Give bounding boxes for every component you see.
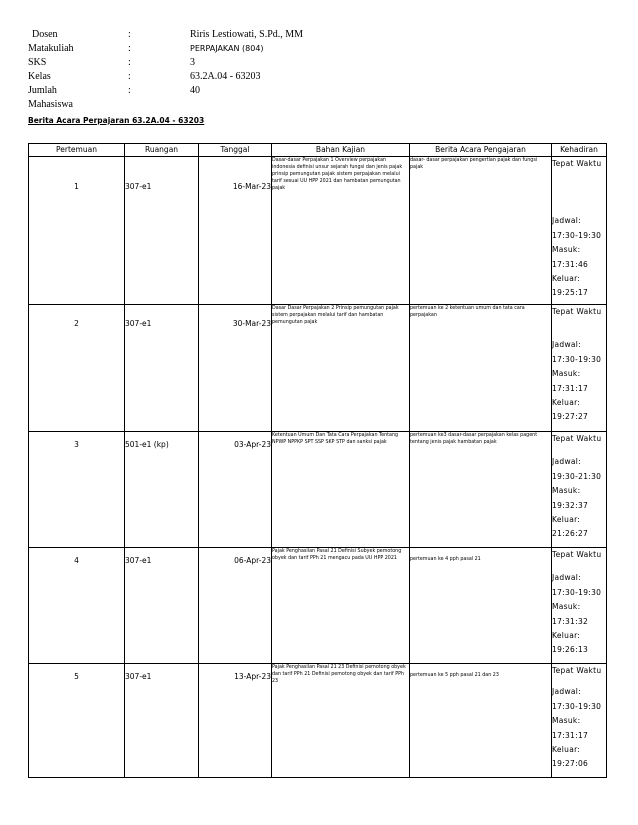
check-out-time: 19:27:27 bbox=[552, 412, 589, 422]
report-text: pertemuan ke 4 pph pasal 21 bbox=[410, 548, 552, 664]
meeting-number: 5 bbox=[29, 664, 125, 778]
attendance bbox=[552, 157, 607, 305]
info-value-course: PERPAJAKAN (804) bbox=[190, 44, 264, 53]
check-in-time: 17:31:17 bbox=[552, 383, 589, 393]
column-header-attendance: Kehadiran bbox=[552, 144, 607, 157]
check-out-label: Keluar: bbox=[552, 398, 581, 408]
table-row bbox=[29, 305, 607, 432]
attendance bbox=[552, 305, 607, 432]
attendance-status: Tepat Waktu bbox=[552, 159, 602, 168]
info-label: Matakuliah bbox=[28, 43, 74, 54]
table-row bbox=[29, 432, 607, 548]
attendance-status: Tepat Waktu bbox=[552, 434, 602, 443]
attendance bbox=[552, 548, 607, 664]
column-header-report: Berita Acara Pengajaran bbox=[410, 144, 552, 157]
column-header-date: Tanggal bbox=[199, 144, 272, 157]
check-out-label: Keluar: bbox=[552, 745, 581, 755]
material-text: Pajak Penghasilan Pasal 21 23 Definisi pemotong obyek dan tarif PPh 21 Definisi pemotong obyek dan tarif PPh 23 bbox=[272, 664, 410, 778]
check-in-label: Masuk: bbox=[552, 486, 581, 496]
info-value-credits: 3 bbox=[190, 57, 195, 68]
room: 501-e1 (kp) bbox=[125, 432, 199, 548]
schedule-label: Jadwal: bbox=[552, 457, 582, 467]
column-header-material: Bahan Kajian bbox=[272, 144, 410, 157]
table-row bbox=[29, 664, 607, 778]
meeting-report-table bbox=[28, 143, 607, 778]
schedule-time: 19:30-21:30 bbox=[552, 471, 602, 481]
info-label: Jumlah Mahasiswa bbox=[28, 85, 73, 110]
schedule-time: 17:30-19:30 bbox=[552, 230, 602, 240]
date: 03-Apr-23 bbox=[199, 432, 272, 548]
column-header-meeting: Pertemuan bbox=[29, 144, 125, 157]
table-row bbox=[29, 157, 607, 305]
info-value-students: 40 bbox=[190, 85, 200, 96]
meeting-number: 3 bbox=[29, 432, 125, 548]
check-in-time: 19:32:37 bbox=[552, 500, 589, 510]
schedule-time: 17:30-19:30 bbox=[552, 587, 602, 597]
room: 307-e1 bbox=[125, 664, 199, 778]
room: 307-e1 bbox=[125, 548, 199, 664]
material-text: Pajak Penghasilan Pasal 21 Definisi Subyek pemotong obyek dan tarif PPh 21 mengacu pada UU HPP 2021 bbox=[272, 548, 410, 664]
info-value-class: 63.2A.04 - 63203 bbox=[190, 71, 261, 82]
report-text: dasar- dasar perpajakan pengertian pajak dan fungsi pajak bbox=[410, 157, 552, 305]
date: 16-Mar-23 bbox=[199, 157, 272, 305]
check-out-label: Keluar: bbox=[552, 274, 581, 284]
table-header-row bbox=[29, 144, 607, 157]
material-text: Dasar-dasar Perpajakan 1 Overview perpajakan indonesia definisi unsur sejarah fungsi dan jenis pajak prinsip pemungutan pajak sistem perpajakan melalui tarif sesuai UU HPP 2021 dan hambatan pemungutan pajak bbox=[272, 157, 410, 305]
meeting-number: 1 bbox=[29, 157, 125, 305]
attendance-status: Tepat Waktu bbox=[552, 666, 602, 675]
attendance-status: Tepat Waktu bbox=[552, 307, 602, 316]
info-value-lecturer: Riris Lestiowati, S.Pd., MM bbox=[190, 29, 304, 40]
schedule-label: Jadwal: bbox=[552, 216, 582, 226]
check-out-label: Keluar: bbox=[552, 631, 581, 641]
date: 30-Mar-23 bbox=[199, 305, 272, 432]
info-colon: : bbox=[128, 71, 131, 82]
info-colon: : bbox=[128, 43, 131, 54]
check-in-label: Masuk: bbox=[552, 716, 581, 726]
info-colon: : bbox=[128, 57, 131, 68]
check-in-time: 17:31:17 bbox=[552, 730, 589, 740]
schedule-time: 17:30-19:30 bbox=[552, 701, 602, 711]
report-text: pertemuan ke3 dasar-dasar perpajakan kelas pagent tentang jenis pajak hambatan pajak bbox=[410, 432, 552, 548]
info-colon: : bbox=[128, 85, 131, 96]
report-text: pertemuan ke 2 ketentuan umum dan tata cara perpajakan bbox=[410, 305, 552, 432]
date: 06-Apr-23 bbox=[199, 548, 272, 664]
check-out-time: 19:26:13 bbox=[552, 645, 589, 655]
check-in-label: Masuk: bbox=[552, 245, 581, 255]
attendance-status: Tepat Waktu bbox=[552, 550, 602, 559]
check-in-time: 17:31:32 bbox=[552, 616, 589, 626]
info-label: Dosen bbox=[32, 29, 58, 40]
material-text: Dasar Dasar Perpajakan 2 Prinsip pemungutan pajak sistem perpajakan melalui tarif dan hambatan pemungutan pajak bbox=[272, 305, 410, 432]
check-out-time: 21:26:27 bbox=[552, 529, 589, 539]
check-out-time: 19:25:17 bbox=[552, 288, 589, 298]
meeting-number: 2 bbox=[29, 305, 125, 432]
room: 307-e1 bbox=[125, 305, 199, 432]
room: 307-e1 bbox=[125, 157, 199, 305]
check-in-time: 17:31:46 bbox=[552, 259, 589, 269]
section-title: Berita Acara Perpajaran 63.2A.04 - 63203 bbox=[28, 116, 205, 125]
info-label: Kelas bbox=[28, 71, 51, 82]
material-text: Ketentuan Umum Dan Tata Cara Perpajakan Tentang NPWP NPPKP SPT SSP SKP STP dan sanksi pajak bbox=[272, 432, 410, 548]
date: 13-Apr-23 bbox=[199, 664, 272, 778]
report-text: pertemuan ke 5 pph pasal 21 dan 23 bbox=[410, 664, 552, 778]
check-out-time: 19:27:06 bbox=[552, 759, 589, 769]
info-colon: : bbox=[128, 29, 131, 40]
table-row bbox=[29, 548, 607, 664]
meeting-number: 4 bbox=[29, 548, 125, 664]
schedule-label: Jadwal: bbox=[552, 573, 582, 583]
schedule-time: 17:30-19:30 bbox=[552, 354, 602, 364]
column-header-room: Ruangan bbox=[125, 144, 199, 157]
check-in-label: Masuk: bbox=[552, 369, 581, 379]
attendance bbox=[552, 432, 607, 548]
schedule-label: Jadwal: bbox=[552, 340, 582, 350]
info-label: SKS bbox=[28, 57, 47, 68]
attendance bbox=[552, 664, 607, 778]
schedule-label: Jadwal: bbox=[552, 687, 582, 697]
check-out-label: Keluar: bbox=[552, 515, 581, 525]
check-in-label: Masuk: bbox=[552, 602, 581, 612]
